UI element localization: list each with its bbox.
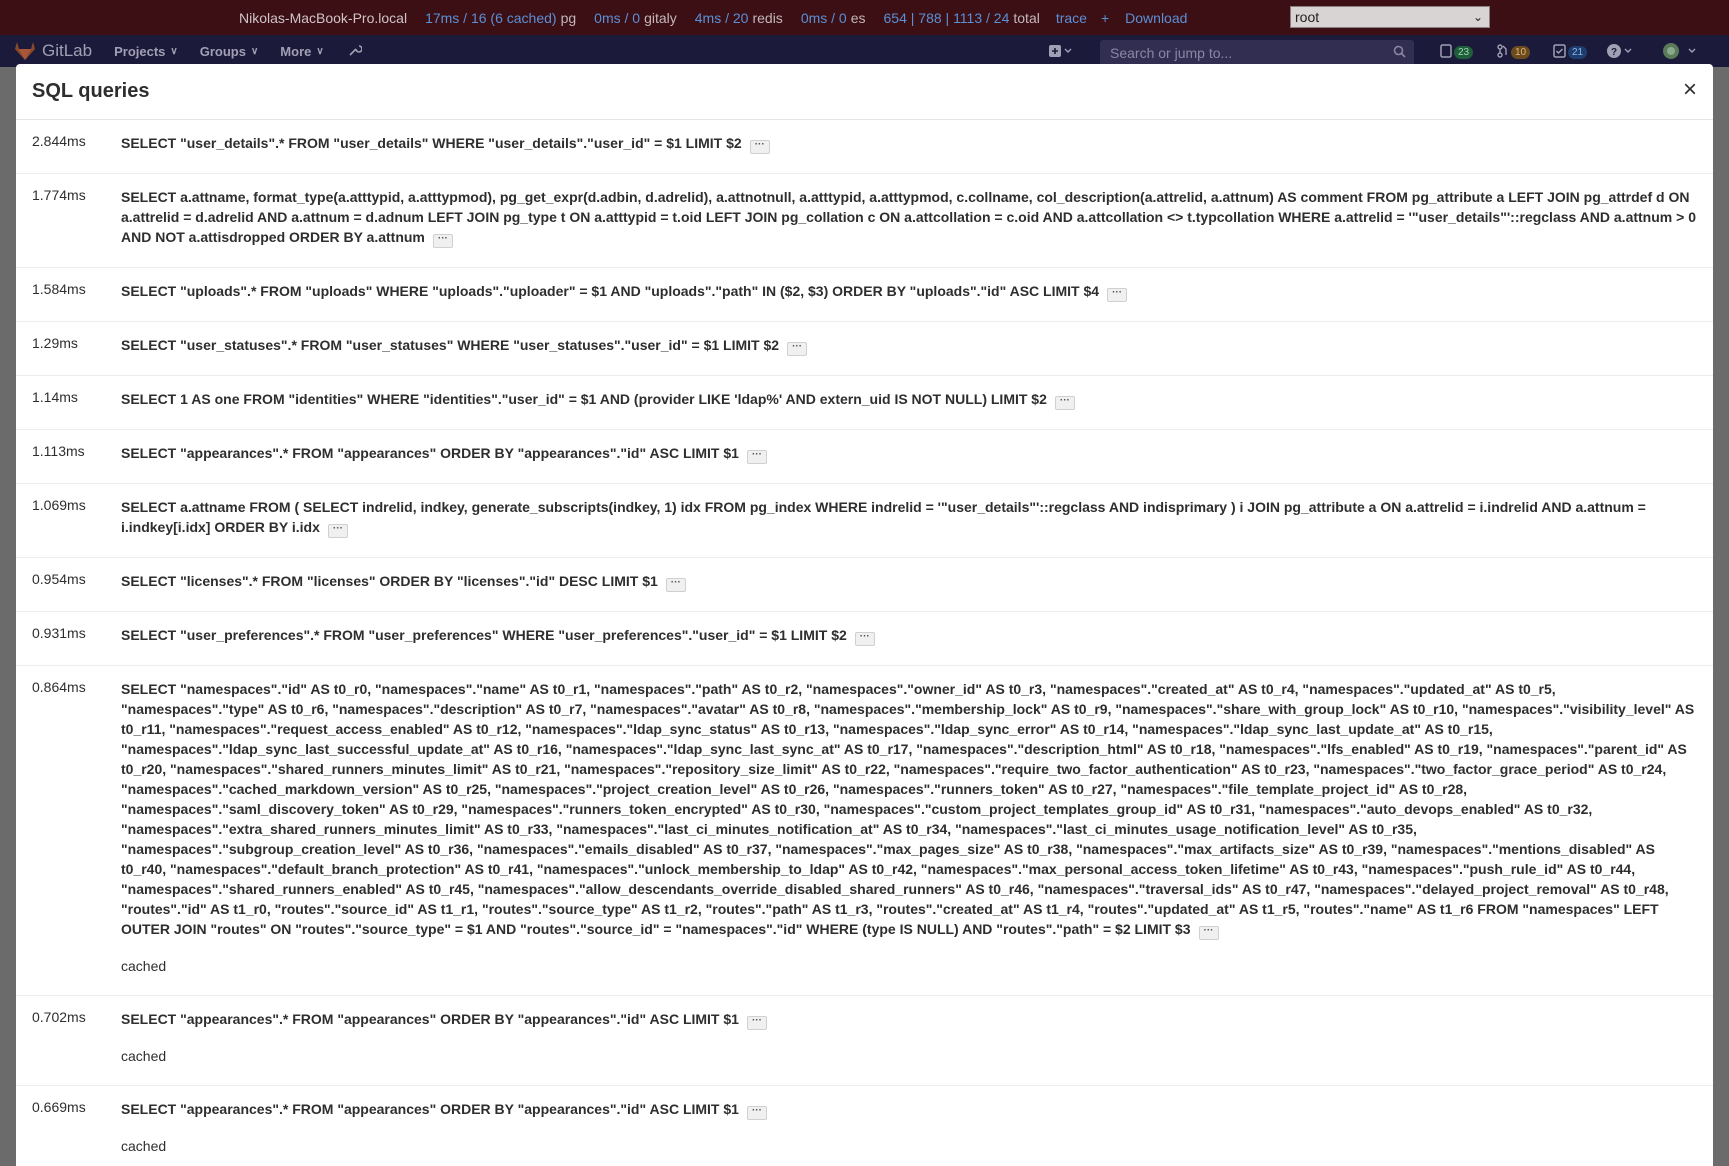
query-content	[121, 497, 1697, 538]
query-duration: 0.669ms	[32, 1099, 86, 1115]
issues-count-badge: 23	[1454, 46, 1473, 59]
es-stat[interactable]: 0ms / 0 es	[800, 9, 866, 26]
query-duration: 0.864ms	[32, 679, 86, 695]
query-row	[16, 268, 1713, 322]
cached-label: cached	[121, 958, 167, 974]
query-row	[16, 174, 1713, 268]
query-sql: SELECT a.attname, format_type(a.atttypid, a.atttypmod), pg_get_expr(d.adbin, d.adrelid), a.attnotnull, a.atttypid, a.atttypmod, c.collname, col_description(a.attrelid, a.attnum) AS comment FROM pg_attribute a LEFT JOIN pg_attrdef d ON a.attrelid = d.adrelid AND a.attnum = d.adnum LEFT JOIN pg_type t ON a.atttypid = t.oid LEFT JOIN pg_collation c ON a.attcollation = c.oid AND a.attcollation <> t.typcollation WHERE a.attrelid = '"user_details"'::regclass AND a.attnum > 0 AND NOT a.attisdropped ORDER BY a.attnum	[121, 189, 1696, 245]
query-duration: 1.14ms	[32, 389, 78, 405]
query-sql: SELECT "user_statuses".* FROM "user_statuses" WHERE "user_statuses"."user_id" = $1 LIMIT $2	[121, 337, 780, 353]
help-icon[interactable]	[1606, 43, 1636, 62]
query-sql: SELECT 1 AS one FROM "identities" WHERE "identities"."user_id" = $1 AND (provider LIKE 'ldap%' AND extern_uid IS NOT NULL) LIMIT $2	[121, 391, 1047, 407]
expand-backtrace-button[interactable]: ···	[747, 450, 767, 464]
query-sql: SELECT "namespaces"."id" AS t0_r0, "namespaces"."name" AS t0_r1, "namespaces"."path" AS t0_r2, "namespaces"."owner_id" AS t0_r3, "namespaces"."created_at" AS t0_r4, "namespaces"."updated_at" AS t0_r5, "namespaces"."type" AS t0_r6, "namespaces"."description" AS t0_r7, "namespaces"."avatar" AS t0_r8, "namespaces"."membership_lock" AS t0_r9, "namespaces"."share_with_group_lock" AS t0_r10, "namespaces"."visibility_level" AS t0_r11, "namespaces"."request_access_enabled" AS t0_r12, "namespaces"."ldap_sync_status" AS t0_r13, "namespaces"."ldap_sync_error" AS t0_r14, "namespaces"."ldap_sync_last_update_at" AS t0_r15, "namespaces"."ldap_sync_last_successful_update_at" AS t0_r16, "namespaces"."ldap_sync_last_sync_at" AS t0_r17, "namespaces"."description_html" AS t0_r18, "namespaces"."lfs_enabled" AS t0_r19, "namespaces"."parent_id" AS t0_r20, "namespaces"."shared_runners_minutes_limit" AS t0_r21, "namespaces"."repository_size_limit" AS t0_r22, "namespaces"."require_two_factor_authentication" AS t0_r23, "namespaces"."two_factor_grace_period" AS t0_r24, "namespaces"."cached_markdown_version" AS t0_r25, "namespaces"."project_creation_level" AS t0_r26, "namespaces"."runners_token" AS t0_r27, "namespaces"."file_template_project_id" AS t0_r28, "namespaces"."saml_discovery_token" AS t0_r29, "namespaces"."runners_token_encrypted" AS t0_r30, "namespaces"."custom_project_templates_group_id" AS t0_r31, "namespaces"."auto_devops_enabled" AS t0_r32, "namespaces"."extra_shared_runners_minutes_limit" AS t0_r33, "namespaces"."last_ci_minutes_notification_at" AS t0_r34, "namespaces"."last_ci_minutes_usage_notification_level" AS t0_r35, "namespaces"."subgroup_creation_level" AS t0_r36, "namespaces"."emails_disabled" AS t0_r37, "namespaces"."max_pages_size" AS t0_r38, "namespaces"."max_artifacts_size" AS t0_r39, "namespaces"."mentions_disabled" AS t0_r40, "namespaces"."default_branch_protection" AS t0_r41, "namespaces"."unlock_membership_to_ldap" AS t0_r42, "namespaces"."max_personal_access_token_lifetime" AS t0_r43, "namespaces"."push_rule_id" AS t0_r44, "namespaces"."shared_runners_enabled" AS t0_r45, "namespaces"."allow_descendants_override_disabled_shared_runners" AS t0_r46, "namespaces"."traversal_ids" AS t0_r47, "namespaces"."delayed_project_removal" AS t0_r48, "routes"."id" AS t1_r0, "routes"."source_id" AS t1_r1, "routes"."source_type" AS t1_r2, "routes"."path" AS t1_r3, "routes"."created_at" AS t1_r4, "routes"."updated_at" AS t1_r5, "routes"."name" AS t1_r6 FROM "namespaces" LEFT OUTER JOIN "routes" ON "routes"."source_type" = $1 AND "routes"."source_id" = "namespaces"."id" WHERE (type IS NULL) AND "routes"."path" = $2 LIMIT $3	[121, 681, 1695, 937]
expand-backtrace-button[interactable]: ···	[1199, 926, 1219, 940]
sql-queries-modal	[16, 64, 1713, 1166]
query-sql: SELECT "user_details".* FROM "user_details" WHERE "user_details"."user_id" = $1 LIMIT $2	[121, 135, 742, 151]
groups-menu[interactable]: Groups ∨	[199, 43, 259, 59]
request-select-value: root	[1295, 9, 1320, 25]
query-duration: 0.931ms	[32, 625, 86, 641]
expand-backtrace-button[interactable]: ···	[1055, 396, 1075, 410]
query-content	[121, 187, 1697, 248]
expand-backtrace-button[interactable]: ···	[328, 524, 348, 538]
merge-request-icon[interactable]	[1497, 44, 1509, 61]
brand-name: GitLab	[42, 41, 93, 60]
gitaly-stat[interactable]: 0ms / 0 gitaly	[594, 9, 677, 26]
chevron-down-icon: ∨	[170, 45, 178, 57]
host-name: Nikolas-MacBook-Pro.local	[239, 9, 408, 26]
top-navbar	[0, 35, 1729, 67]
expand-backtrace-button[interactable]: ···	[433, 234, 453, 248]
gitlab-logo[interactable]	[14, 41, 92, 61]
modal-title: SQL queries	[32, 80, 150, 102]
chevron-down-icon: ⌄	[1472, 10, 1483, 24]
query-duration: 1.774ms	[32, 187, 86, 203]
new-item-icon[interactable]	[1048, 44, 1076, 61]
query-row	[16, 558, 1713, 612]
total-stat[interactable]: 654 | 788 | 1113 / 24 total	[883, 9, 1040, 26]
expand-backtrace-button[interactable]: ···	[787, 342, 807, 356]
expand-backtrace-button[interactable]: ···	[666, 578, 686, 592]
query-duration: 1.29ms	[32, 335, 78, 351]
chevron-down-icon: ∨	[316, 45, 324, 57]
query-row	[16, 376, 1713, 430]
query-sql: SELECT "licenses".* FROM "licenses" ORDER BY "licenses"."id" DESC LIMIT $1	[121, 573, 658, 589]
performance-bar	[0, 0, 1729, 35]
add-request-button[interactable]: +	[1100, 9, 1110, 26]
expand-backtrace-button[interactable]: ···	[1107, 288, 1127, 302]
more-menu[interactable]: More ∨	[280, 43, 324, 59]
query-duration: 1.584ms	[32, 281, 86, 297]
pg-stat[interactable]: 17ms / 16 (6 cached) pg	[425, 9, 577, 26]
query-row	[16, 430, 1713, 484]
query-content	[121, 335, 1697, 356]
query-row	[16, 484, 1713, 558]
query-sql: SELECT "appearances".* FROM "appearances" ORDER BY "appearances"."id" ASC LIMIT $1	[121, 445, 739, 461]
download-link[interactable]: Download	[1125, 9, 1188, 26]
query-content	[121, 571, 1697, 592]
query-list	[16, 120, 1713, 1166]
merge-requests-count-badge: 10	[1511, 46, 1530, 59]
avatar[interactable]	[1662, 42, 1702, 63]
expand-backtrace-button[interactable]: ···	[855, 632, 875, 646]
expand-backtrace-button[interactable]: ···	[747, 1016, 767, 1030]
chevron-down-icon: ∨	[250, 45, 259, 57]
cached-label: cached	[121, 1138, 167, 1154]
cached-label: cached	[121, 1048, 167, 1064]
query-duration: 1.113ms	[32, 443, 85, 459]
modal-header	[16, 64, 1713, 120]
search-icon	[1393, 45, 1406, 61]
query-content	[121, 281, 1697, 302]
tanuki-icon	[14, 41, 36, 61]
search-input[interactable]	[1100, 40, 1414, 66]
expand-backtrace-button[interactable]: ···	[747, 1106, 767, 1120]
query-sql: SELECT "uploads".* FROM "uploads" WHERE "uploads"."uploader" = $1 AND "uploads"."path" IN ($2, $3) ORDER BY "uploads"."id" ASC LIMIT $4	[121, 283, 1100, 299]
query-duration: 0.702ms	[32, 1009, 86, 1025]
request-select[interactable]	[1290, 6, 1490, 28]
query-content	[121, 389, 1697, 410]
query-duration: 2.844ms	[32, 133, 86, 149]
projects-menu[interactable]: Projects ∨	[114, 43, 178, 59]
query-content	[121, 679, 1697, 976]
expand-backtrace-button[interactable]: ···	[750, 140, 770, 154]
redis-stat[interactable]: 4ms / 20 redis	[694, 9, 783, 26]
query-sql: SELECT "appearances".* FROM "appearances" ORDER BY "appearances"."id" ASC LIMIT $1	[121, 1011, 739, 1027]
close-icon[interactable]: ×	[1682, 76, 1697, 103]
todos-icon[interactable]	[1553, 44, 1566, 61]
query-content	[121, 1099, 1697, 1156]
query-row	[16, 666, 1713, 996]
issues-icon[interactable]	[1440, 44, 1452, 61]
query-row	[16, 120, 1713, 174]
query-content	[121, 1009, 1697, 1066]
search-placeholder: Search or jump to...	[1110, 45, 1233, 61]
svg-text:?: ?	[1610, 47, 1618, 58]
query-duration: 0.954ms	[32, 571, 86, 587]
query-sql: SELECT "appearances".* FROM "appearances" ORDER BY "appearances"."id" ASC LIMIT $1	[121, 1101, 739, 1117]
query-duration: 1.069ms	[32, 497, 86, 513]
query-content	[121, 133, 1697, 154]
query-content	[121, 443, 1697, 464]
todos-count-badge: 21	[1568, 46, 1587, 59]
query-row	[16, 612, 1713, 666]
query-row	[16, 996, 1713, 1086]
query-content	[121, 625, 1697, 646]
trace-link[interactable]: trace	[1055, 9, 1087, 26]
wrench-icon[interactable]	[348, 43, 362, 60]
query-sql: SELECT a.attname FROM ( SELECT indrelid, indkey, generate_subscripts(indkey, 1) idx FROM pg_index WHERE indrelid = '"user_details"'::regclass AND indisprimary ) i JOIN pg_attribute a ON a.attrelid = i.indrelid AND a.attnum = i.indkey[i.idx] ORDER BY i.idx	[121, 499, 1646, 535]
query-row	[16, 1086, 1713, 1166]
query-row	[16, 322, 1713, 376]
query-sql: SELECT "user_preferences".* FROM "user_preferences" WHERE "user_preferences"."user_id" = $1 LIMIT $2	[121, 627, 847, 643]
